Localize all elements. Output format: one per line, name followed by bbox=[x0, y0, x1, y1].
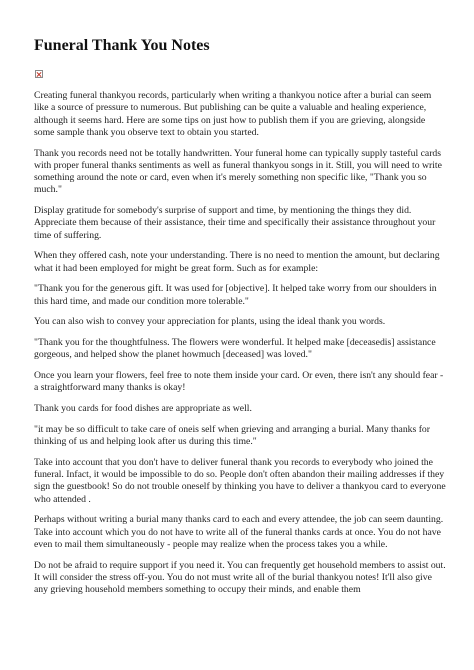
paragraph: Creating funeral thankyou records, particularly when writing a thankyou notice after a burial can seem like a source of pressure to numerous. But publishing can be quite a valuable and healing experience, although it seems hard. Here are some tips on just how to publish them if you are grieving, alongside some sample thank you observe text to obtain you started. bbox=[34, 90, 432, 138]
paragraph: Display gratitude for somebody's surprise of support and time, by mentioning the things they did. Appreciate them because of their assistance, their time and specifically their assistance throughout your time of suffering. bbox=[34, 205, 436, 241]
paragraph: Take into account that you don't have to deliver funeral thank you records to everybody who joined the funeral. Infact, it would be impossible to do so. People don't often abandon their mailing addresses if they sign the guestbook! So do not trouble oneself by thinking you have to deliver a thankyou card to everyone who attended . bbox=[34, 456, 446, 505]
paragraph: "Thank you for the thoughtfulness. The flowers were wonderful. It helped make [deceasedis] assistance gorgeous, and helped show the planet howmuch [deceased] was loved." bbox=[34, 337, 436, 361]
broken-image-icon bbox=[35, 70, 43, 78]
document-page bbox=[34, 36, 446, 605]
paragraph: Once you learn your flowers, feel free to note them inside your card. Or even, there isn't any should fear - a straightforward many thanks is okay! bbox=[34, 370, 444, 394]
paragraph: Thank you cards for food dishes are appropriate as well. bbox=[34, 403, 252, 415]
paragraph: Perhaps without writing a burial many thanks card to each and every attendee, the job can seem daunting. Take into account which you do not have to write all of the funeral thanks cards at once. You do not have even to mail them simultaneously - people may realize when the process takes you a while. bbox=[34, 514, 444, 550]
paragraph: Thank you records need not be totally handwritten. Your funeral home can typically supply tasteful cards with proper funeral thanks sentiments as well as funeral thankyou songs in it. Still, you will need to write something around the note or card, even when it's merely something non specific like, "Thank you so much." bbox=[34, 147, 442, 196]
paragraph: Do not be afraid to require support if you need it. You can frequently get household members to assist out. It will consider the stress off-you. You do not must write all of the burial thankyou notes! It'll also give any grieving household members something to occupy their minds, and enable them bbox=[34, 559, 446, 596]
paragraph: "Thank you for the generous gift. It was used for [objective]. It helped take worry from our shoulders in this hard time, and made our condition more tolerable." bbox=[34, 283, 437, 307]
paragraph: "it may be so difficult to take care of oneis self when grieving and arranging a burial. Many thanks for thinking of us and helping look after us during this time." bbox=[34, 423, 430, 448]
paragraph: When they offered cash, note your understanding. There is no need to mention the amount, but declaring what it had been employed for might be great form. Such as for example: bbox=[34, 250, 440, 274]
page-title: Funeral Thank You Notes bbox=[34, 37, 210, 54]
paragraph: You can also wish to convey your appreciation for plants, using the ideal thank you words. bbox=[34, 316, 386, 328]
